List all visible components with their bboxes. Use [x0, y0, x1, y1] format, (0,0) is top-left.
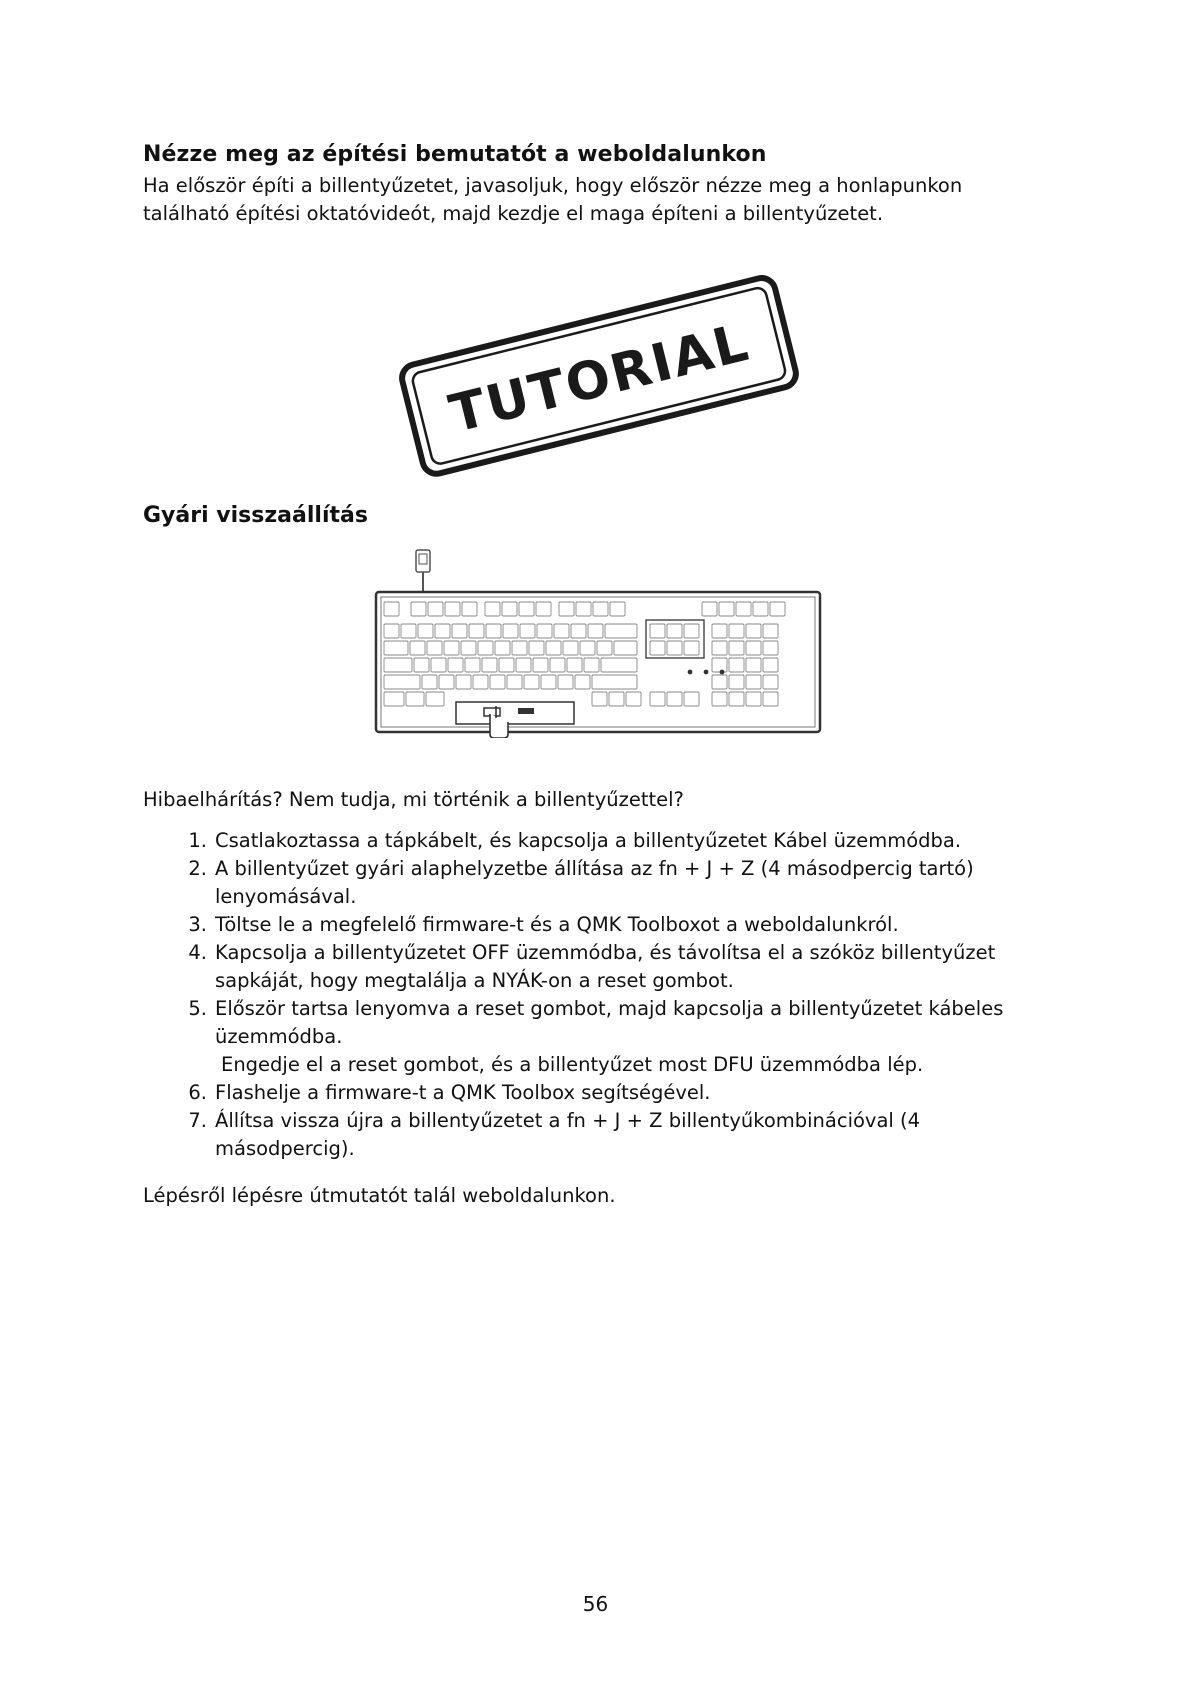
- keycap: [736, 602, 751, 616]
- keycap: [729, 692, 744, 706]
- keycap: [448, 658, 463, 672]
- keycap: [597, 641, 612, 655]
- step-number: 5.: [188, 997, 207, 1020]
- keycap: [719, 602, 734, 616]
- keycap: [384, 658, 412, 672]
- keycap: [650, 624, 665, 638]
- keycap: [422, 675, 437, 689]
- keycap: [712, 658, 727, 672]
- step-number: 7.: [188, 1109, 207, 1132]
- keycap: [414, 658, 429, 672]
- keycap: [462, 602, 477, 616]
- keycap: [610, 602, 625, 616]
- keycap: [406, 692, 424, 706]
- keycap: [486, 624, 501, 638]
- keycap: [667, 692, 682, 706]
- keycap: [495, 641, 510, 655]
- section-heading-tutorial: Nézze meg az építési bemutatót a weboldalunkon: [143, 142, 767, 167]
- keycap: [461, 641, 476, 655]
- keycap: [729, 658, 744, 672]
- keycap: [546, 641, 561, 655]
- keycap: [384, 692, 404, 706]
- keycap: [729, 624, 744, 638]
- step-subtext: Engedje el a reset gombot, és a billentyűzet most DFU üzemmódba lép.: [221, 1053, 924, 1076]
- intro-paragraph: Ha először építi a billentyűzetet, javasoljuk, hogy először nézze meg a honlapunkon található építési oktatóvideót, majd kezdje el maga építeni a billentyűzetet.: [143, 174, 963, 225]
- keycap: [401, 624, 416, 638]
- step-number: 3.: [188, 913, 207, 936]
- keycap: [411, 602, 426, 616]
- keycap: [452, 624, 467, 638]
- keycap: [439, 675, 454, 689]
- keycap: [763, 692, 778, 706]
- step-text: Töltse le a megfelelő firmware-t és a QMK Toolboxot a weboldalunkról.: [215, 913, 899, 936]
- page-number: 56: [582, 1592, 609, 1616]
- keycap: [712, 624, 727, 638]
- keycap: [512, 641, 527, 655]
- keycap: [684, 692, 699, 706]
- keycap: [746, 675, 761, 689]
- keycap: [576, 602, 591, 616]
- keycap: [502, 602, 517, 616]
- tutorial-stamp-text: TUTORIAL: [443, 312, 756, 445]
- keycap: [519, 602, 534, 616]
- keycap: [575, 675, 590, 689]
- keycap: [601, 658, 637, 672]
- keycap: [729, 675, 744, 689]
- keycap: [584, 658, 599, 672]
- keycap: [588, 624, 603, 638]
- keycap: [524, 675, 539, 689]
- keycap: [465, 658, 480, 672]
- keycap: [541, 675, 556, 689]
- step-text: Csatlakoztassa a tápkábelt, és kapcsolja a billentyűzetet Kábel üzemmódba.: [215, 829, 962, 852]
- keycap: [667, 641, 682, 655]
- keycap: [559, 602, 574, 616]
- tutorial-stamp-image: [392, 262, 804, 482]
- keycap: [729, 641, 744, 655]
- keycap: [444, 641, 459, 655]
- keycap: [469, 624, 484, 638]
- keycap: [605, 624, 637, 638]
- keycap: [746, 624, 761, 638]
- keycap: [537, 624, 552, 638]
- reset-step: [143, 911, 1063, 939]
- usb-cable-icon: [416, 550, 430, 592]
- section-heading-factory-reset: Gyári visszaállítás: [143, 503, 368, 528]
- keycap: [763, 675, 778, 689]
- keycap: [435, 624, 450, 638]
- keycap: [490, 675, 505, 689]
- keycap: [763, 624, 778, 638]
- reset-step: [143, 939, 1063, 995]
- keycap: [529, 641, 544, 655]
- spacebar-keycap: [456, 702, 574, 724]
- keycap: [571, 624, 586, 638]
- keycap: [763, 641, 778, 655]
- keycap: [536, 602, 551, 616]
- keycap: [384, 602, 399, 616]
- keycap: [763, 658, 778, 672]
- keycap: [456, 675, 471, 689]
- reset-step: [143, 855, 1063, 911]
- keycap: [445, 602, 460, 616]
- keycap: [516, 658, 531, 672]
- keycap: [558, 675, 573, 689]
- keycap: [533, 658, 548, 672]
- keycap: [684, 624, 699, 638]
- keycap: [609, 692, 624, 706]
- keycap: [410, 641, 425, 655]
- step-text: Először tartsa lenyomva a reset gombot, majd kapcsolja a billentyűzetet kábeles üzemmódba.: [215, 997, 1004, 1048]
- reset-step: [143, 1079, 1063, 1107]
- reset-step: [143, 995, 1063, 1079]
- troubleshooting-question: Hibaelhárítás? Nem tudja, mi történik a billentyűzettel?: [143, 788, 684, 811]
- keycap: [712, 692, 727, 706]
- keycap: [485, 602, 500, 616]
- step-number: 6.: [188, 1081, 207, 1104]
- step-number: 1.: [188, 829, 207, 852]
- keycap: [746, 692, 761, 706]
- step-number: 4.: [188, 941, 207, 964]
- keyboard-diagram: [372, 546, 824, 738]
- keycap: [614, 641, 637, 655]
- step-text: A billentyűzet gyári alaphelyzetbe állítása az fn + J + Z (4 másodpercig tartó) lenyomásával.: [215, 857, 974, 908]
- keycap: [592, 675, 637, 689]
- keycap: [384, 675, 420, 689]
- keycap: [650, 692, 665, 706]
- keycap: [503, 624, 518, 638]
- keycap: [418, 624, 433, 638]
- keycap: [473, 675, 488, 689]
- keycap: [746, 641, 761, 655]
- reset-step: [143, 1107, 1063, 1163]
- reset-step: [143, 827, 1063, 855]
- keycap: [563, 641, 578, 655]
- keycap: [431, 658, 446, 672]
- keycap: [712, 675, 727, 689]
- keycap: [550, 658, 565, 672]
- keycap: [428, 602, 443, 616]
- step-text: Állítsa vissza újra a billentyűzetet a fn + J + Z billentyűkombinációval (4 másodpercig).: [215, 1109, 921, 1160]
- step-text: Kapcsolja a billentyűzetet OFF üzemmódba, és távolítsa el a szóköz billentyűzet sapkáját, hogy megtalálja a NYÁK-on a reset gombot.: [215, 941, 996, 992]
- footer-note: Lépésről lépésre útmutatót talál weboldalunkon.: [143, 1184, 616, 1207]
- keycap: [384, 624, 399, 638]
- keycap: [482, 658, 497, 672]
- keycap: [384, 641, 408, 655]
- keycap: [580, 641, 595, 655]
- keycap: [712, 641, 727, 655]
- keycap: [667, 624, 682, 638]
- keycap: [746, 658, 761, 672]
- keycap: [426, 692, 444, 706]
- step-text: Flashelje a firmware-t a QMK Toolbox segítségével.: [215, 1081, 711, 1104]
- keycap: [520, 624, 535, 638]
- reset-steps-list: [143, 827, 1063, 1163]
- keycap: [626, 692, 641, 706]
- keycap: [684, 641, 699, 655]
- keycap: [592, 692, 607, 706]
- keycap: [770, 602, 785, 616]
- keycap: [753, 602, 768, 616]
- keycap: [554, 624, 569, 638]
- keycap: [593, 602, 608, 616]
- keycap: [702, 602, 717, 616]
- step-number: 2.: [188, 857, 207, 880]
- keycap: [507, 675, 522, 689]
- keycap: [427, 641, 442, 655]
- keycap: [499, 658, 514, 672]
- keycap: [567, 658, 582, 672]
- keycap: [650, 641, 665, 655]
- keycap: [478, 641, 493, 655]
